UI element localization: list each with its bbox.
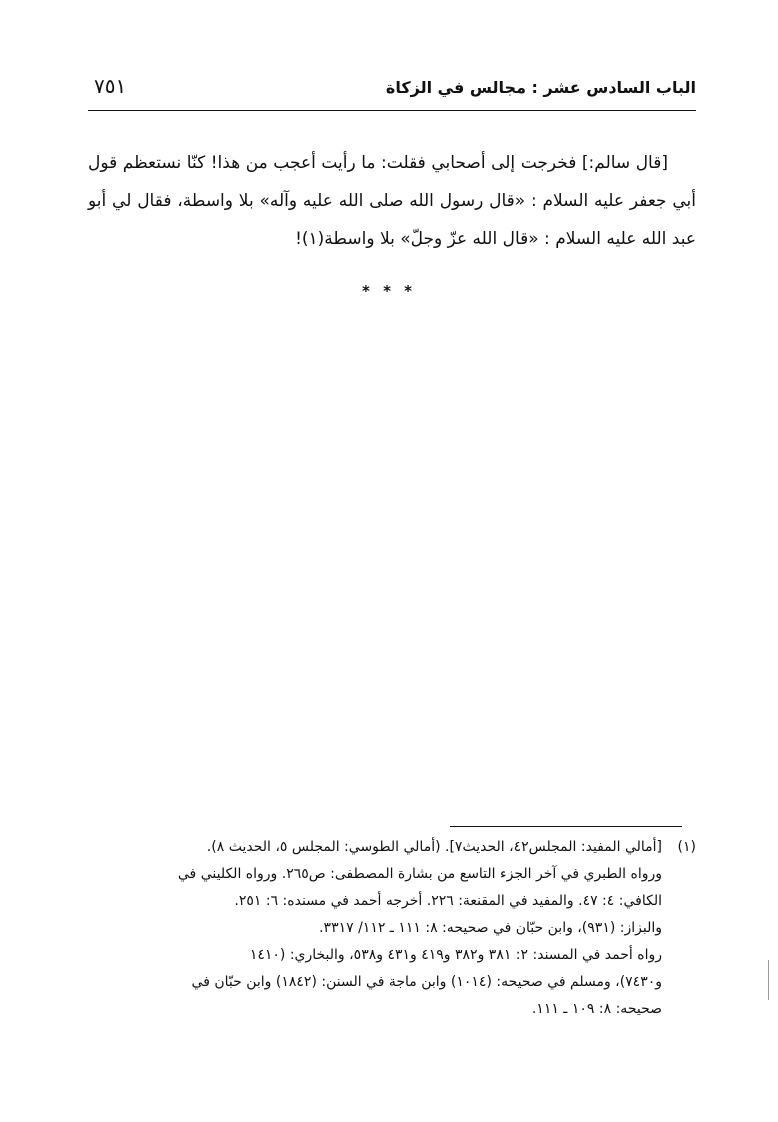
footnote-line: [أمالي المفيد: المجلس٤٢، الحديث٧]. (أمالي الطوسي: المجلس ٥، الحديث ٨). — [206, 839, 662, 855]
footnotes — [88, 834, 696, 1023]
footnote-line: والبزاز: (٩٣١)، وابن حبّان في صحيحه: ٨: ١١١ ـ ١١٢/ ٣٣١٧. — [319, 920, 662, 936]
footnote-line: الكافي: ٤: ٤٧. والمفيد في المقنعة: ٢٢٦. أخرجه أحمد في مسنده: ٦: ٢٥١. — [234, 893, 662, 909]
footnote-text — [88, 834, 662, 1023]
footnote-line: صحيحه: ٨: ١٠٩ ـ ١١١. — [531, 1001, 662, 1017]
page-number: ٧٥١ — [94, 74, 127, 98]
footnote-line: ورواه الطبري في آخر الجزء التاسع من بشارة المصطفى: ص٢٦٥. ورواه الكليني في — [177, 866, 662, 882]
header-divider — [88, 110, 696, 111]
body-paragraph: [قال سالم:] فخرجت إلى أصحابي فقلت: ما رأيت أعجب من هذا! كنّا نستعظم قول أبي جعفر عليه السلام : «قال رسول الله صلى الله عليه وآله» بلا واسطة، فقال لي أبو عبد الله عليه السلام : «قال الله عزّ وجلّ» بلا واسطة(١)! — [88, 153, 696, 249]
footnote-marker: (١) — [677, 839, 696, 855]
footnote-divider — [450, 826, 682, 827]
main-text — [88, 144, 696, 258]
running-title: الباب السادس عشر : مجالس في الزكاة — [385, 78, 696, 97]
footnote-line: و٧٤٣٠)، ومسلم في صحيحه: (١٠١٤) وابن ماجة في السنن: (١٨٤٢) وابن حبّان في — [191, 974, 662, 990]
footnote-item — [88, 834, 696, 1023]
footnote-line: رواه أحمد في المسند: ٢: ٣٨١ و٣٨٢ و٤١٩ و٤٣١ و٥٣٨، والبخاري: (١٤١٠ — [249, 947, 662, 963]
page-header — [88, 72, 696, 108]
page-edge-mark — [768, 960, 769, 1000]
section-separator: * * * — [362, 282, 416, 300]
